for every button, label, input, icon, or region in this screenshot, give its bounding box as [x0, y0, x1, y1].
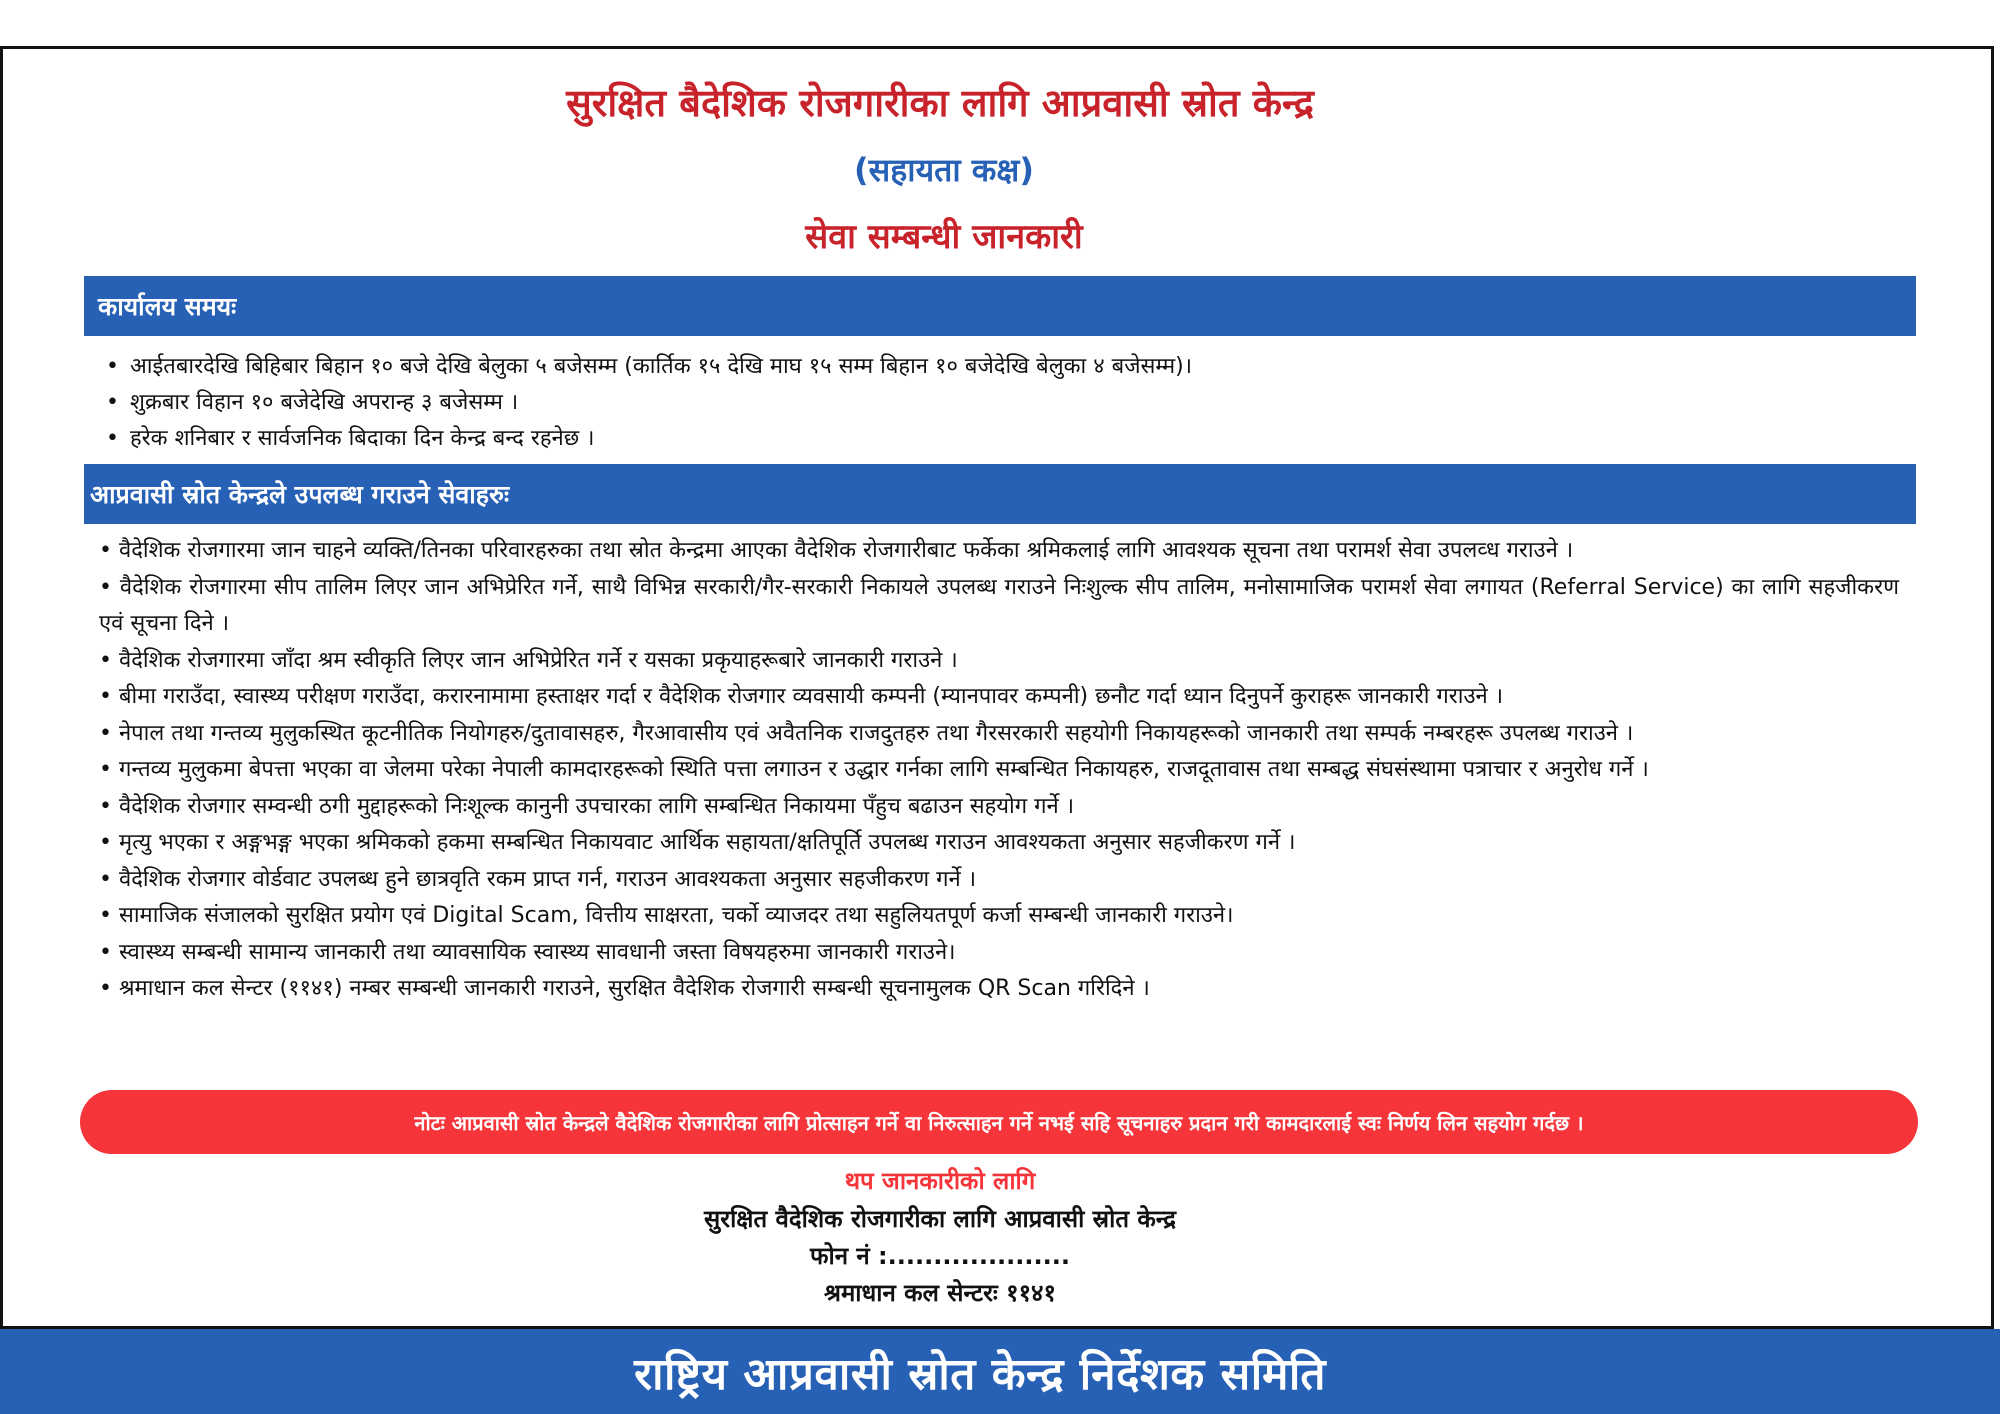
service-item: • वैदेशिक रोजगारमा जाँदा श्रम स्वीकृति लिएर जान अभिप्रेरित गर्ने र यसका प्रकृयाहरूबारे जानकारी गराउने । — [99, 647, 958, 673]
service-item: • सामाजिक संजालको सुरक्षित प्रयोग एवं Digital Scam, वित्तीय साक्षरता, चर्को व्याजदर तथा सहुलियतपूर्ण कर्जा सम्बन्धी जानकारी गराउने। — [99, 903, 1234, 928]
office-hours-item: • शुक्रबार विहान १० बजेदेखि अपरान्ह ३ बजेसम्म । — [130, 385, 1890, 421]
contact-hotline: श्रमाधान कल सेन्टरः ११४१ — [823, 1279, 1057, 1307]
contact-organization: सुरक्षित वैदेशिक रोजगारीका लागि आप्रवासी स्रोत केन्द्र — [704, 1205, 1176, 1233]
page-subtitle: (सहायता कक्ष) — [854, 151, 1034, 189]
office-hours-heading: कार्यालय समयः — [84, 276, 1916, 336]
service-item: • वैदेशिक रोजगारमा जान चाहने व्यक्ति/तिनका परिवारहरुका तथा स्रोत केन्द्रमा आएका वैदेशिक रोजगारीबाट फर्केका श्रमिकलाई लागि आवश्यक सूचना तथा परामर्श सेवा उपलव्ध गराउने । — [99, 538, 1574, 563]
service-item: • नेपाल तथा गन्तव्य मुलुकस्थित कूटनीतिक नियोगहरु/दुतावासहरु, गैरआवासीय एवं अवैतनिक राजदुतहरु तथा गैरसरकारी सहयोगी निकायहरूको जानकारी तथा सम्पर्क नम्बरहरू उपलब्ध गराउने । — [99, 720, 1634, 746]
services-heading: आप्रवासी स्रोत केन्द्रले उपलब्ध गराउने सेवाहरुः — [84, 464, 1916, 524]
footer-band — [0, 1329, 2000, 1414]
contact-phone: फोन नं :.................... — [809, 1242, 1070, 1270]
footer-title: राष्ट्रिय आप्रवासी स्रोत केन्द्र निर्देशक समिति — [634, 1348, 1326, 1400]
service-item: • स्वास्थ्य सम्बन्धी सामान्य जानकारी तथा व्यावसायिक स्वास्थ्य सावधानी जस्ता विषयहरुमा जानकारी गराउने। — [99, 939, 956, 965]
service-item: • बीमा गराउँदा, स्वास्थ्य परीक्षण गराउँदा, करारनामामा हस्ताक्षर गर्दा र वैदेशिक रोजगार व्यवसायी कम्पनी (म्यानपावर कम्पनी) छनौट गर्दा ध्यान दिनुपर्ने कुराहरू जानकारी गराउने । — [99, 684, 1504, 709]
service-item: • वैदेशिक रोजगार सम्वन्धी ठगी मुद्दाहरूको निःशूल्क कानुनी उपचारका लागि सम्बन्धित निकायमा पँहुच बढाउन सहयोग गर्ने । — [99, 793, 1075, 819]
note-banner — [80, 1090, 1918, 1154]
service-item: • गन्तव्य मुलुकमा बेपत्ता भएका वा जेलमा परेका नेपाली कामदारहरूको स्थिति पत्ता लगाउन र उद्धार गर्नका लागि सम्बन्धित निकायहरु, राजदूतावास तथा सम्बद्ध संघसंस्थामा पत्राचार र अनुरोध गर्ने । — [99, 757, 1649, 782]
service-item: • श्रमाधान कल सेन्टर (११४१) नम्बर सम्बन्धी जानकारी गराउने, सुरक्षित वैदेशिक रोजगारी सम्बन्धी सूचनामुलक QR Scan गरिदिने । — [99, 976, 1150, 1001]
office-hours-item: • हरेक शनिबार र सार्वजनिक बिदाका दिन केन्द्र बन्द रहनेछ । — [130, 421, 1890, 457]
service-item: • मृत्यु भएका र अङ्गभङ्ग भएका श्रमिकको हकमा सम्बन्धित निकायवाट आर्थिक सहायता/क्षतिपूर्ति उपलब्ध गराउन आवश्यकता अनुसार सहजीकरण गर्ने । — [99, 830, 1296, 855]
services-list — [99, 533, 1899, 1008]
service-item: • वैदेशिक रोजगारमा सीप तालिम लिएर जान अभिप्रेरित गर्ने, साथै विभिन्न सरकारी/गैर-सरकारी निकायले उपलब्ध गराउने निःशुल्क सीप तालिम, मनोसामाजिक परामर्श सेवा लगायत (Referral Service) का लागि सहजीकरण एवं सूचना दिने । — [99, 574, 1899, 636]
note-text: नोटः आप्रवासी स्रोत केन्द्रले वैदेशिक रोजगारीका लागि प्रोत्साहन गर्ने वा निरुत्साहन गर्ने नभई सहि सूचनाहरु प्रदान गरी कामदारलाई स्वः निर्णय लिन सहयोग गर्दछ । — [414, 1110, 1584, 1135]
page-title: सुरक्षित बैदेशिक रोजगारीका लागि आप्रवासी स्रोत केन्द्र — [566, 81, 1314, 125]
office-hours-list — [130, 349, 1890, 457]
contact-heading: थप जानकारीको लागि — [844, 1167, 1036, 1195]
section-title: सेवा सम्बन्धी जानकारी — [805, 217, 1083, 257]
service-item: • वैदेशिक रोजगार वोर्डवाट उपलब्ध हुने छात्रवृति रकम प्राप्त गर्न, गराउन आवश्यकता अनुसार सहजीकरण गर्ने । — [99, 866, 977, 892]
office-hours-item: • आईतबारदेखि बिहिबार बिहान १० बजे देखि बेलुका ५ बजेसम्म (कार्तिक १५ देखि माघ १५ सम्म बिहान १० बजेदेखि बेलुका ४ बजेसम्म)। — [130, 349, 1890, 385]
